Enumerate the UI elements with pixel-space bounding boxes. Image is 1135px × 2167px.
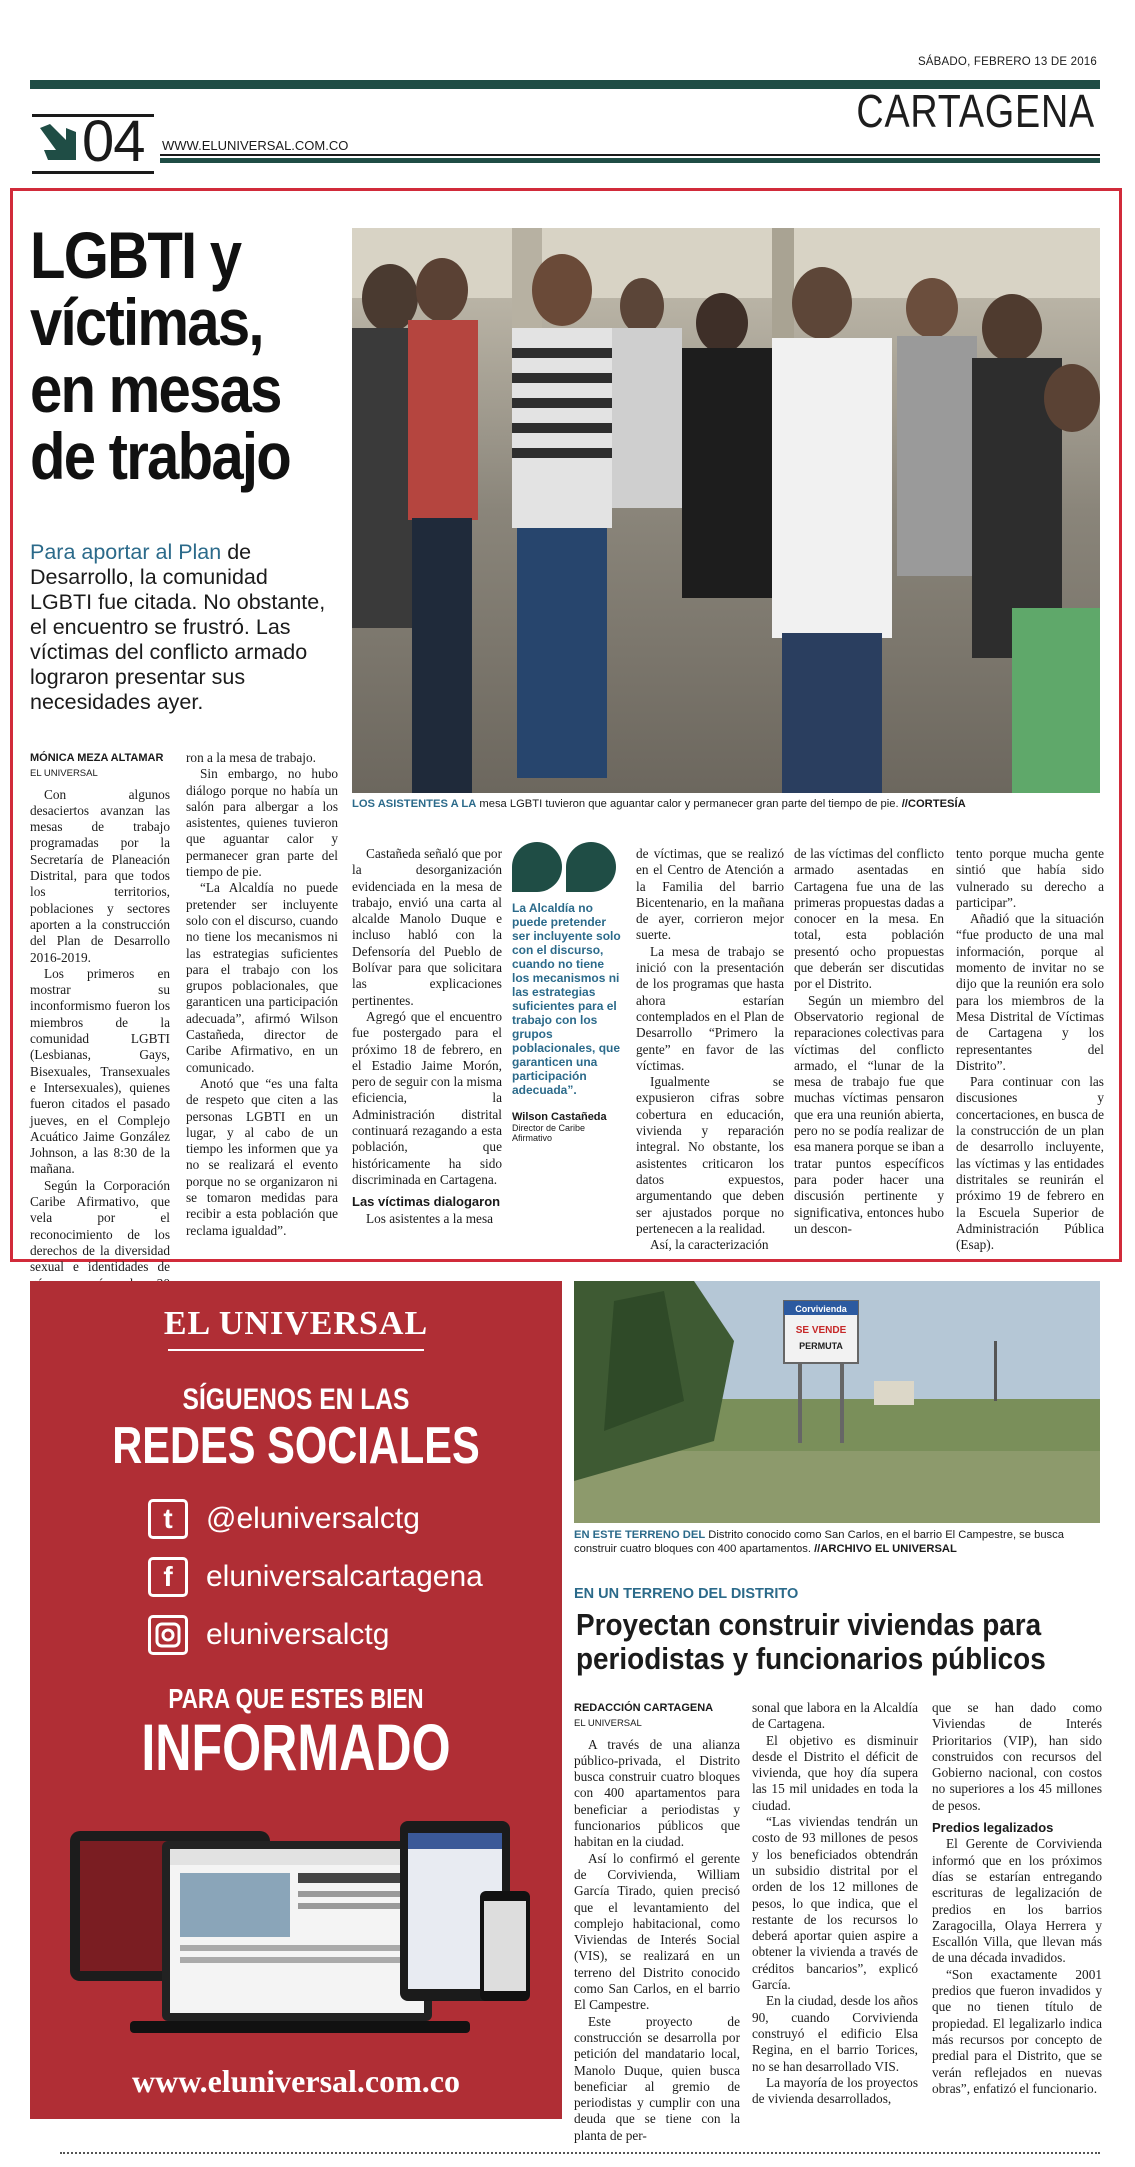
paragraph: Sin embargo, no hubo diálogo porque no había un salón para albergar a los asistentes, quienes tuvieron que aguantar calor y permanecer gran parte del tiempo de pie. — [186, 766, 338, 880]
ad-brand: EL UNIVERSAL — [163, 1305, 429, 1342]
article-column-5 — [636, 846, 784, 1253]
article-deck — [30, 540, 335, 715]
arrow-down-right-icon — [36, 120, 82, 166]
paragraph: “Son exactamente 2001 predios que fueron invadidos y que no tienen título de propiedad. El legalizarlo indica más recursos por concepto de predial para el Distrito, que se verán reflejados en nuevas obras”, enfatizó el funcionario. — [932, 1966, 1102, 2096]
subhead: Las víctimas dialogaron — [352, 1194, 501, 1210]
paragraph: Los asistentes a la mesa — [366, 1210, 494, 1226]
site-url[interactable]: WWW.ELUNIVERSAL.COM.CO — [162, 138, 349, 153]
ad-headline-3: PARA QUE ESTES BIEN — [168, 1683, 424, 1714]
paragraph: Con algunos desaciertos avanzan las mesas de trabajo programadas por la Secretaría de Planeación Distrital, para que todos los territorios, poblaciones y sectores aporten a la construcción del Plan de Desarrollo 2016-2019. — [30, 786, 170, 965]
paragraph: La mesa de trabajo se inició con la presentación de los programas que hasta ahora estarían contemplados en el Plan de Desarrollo “Primero la gente” en favor de las víctimas. — [636, 943, 784, 1073]
article-column-7 — [956, 846, 1104, 1253]
paragraph: Agregó que el encuentro fue postergado para el próximo 18 de febrero, en el Estadio Jaime Morón, pero de seguir con la misma eficiencia, la Administración distrital continuará rezagando a esta población, que históricamente ha sido discriminada en Cartagena. — [352, 1008, 502, 1187]
paragraph: Para continuar con las discusiones y concertaciones, en busca de la construcción de un plan de desarrollo incluyente, las víctimas y las entidades distritales se reunirán el próximo 19 de febrero en la Escuela Superior de Administración Pública (Esap). — [956, 1074, 1104, 1253]
paragraph: de víctimas, que se realizó en el Centro de Atención a la Familia del barrio Bicentenario, en la mañana de ayer, corrieron mejor suerte. — [636, 846, 784, 943]
paragraph: Según la Corporación Caribe Afirmativo, que vela por el reconocimiento de los derechos de la diversidad sexual e identidades de — [30, 1177, 170, 1275]
article2-column-1 — [574, 1700, 740, 2144]
paragraph: “Las viviendas tendrán un costo de 93 millones de pesos y los beneficiados obtendrán un subsidio distrital por el orden de los 12 millones de pesos, lo que indica, que el restante de los recursos lo deberá aportar quien aspire a obtener la vivienda a través de créditos bancarios”, explicó García. — [752, 1814, 918, 1993]
paragraph: El objetivo es disminuir desde el Distrito el déficit de vivienda, que hoy día supera las 15 mil unidades en toda la ciudad. — [752, 1732, 918, 1813]
paragraph: Castañeda señaló que por la desorganización evidenciada en la mesa de trabajo, envió una carta al alcalde Manolo Duque e incluso habló con la Defensoría del Pueblo de Bolívar para que solicitara las explicaciones pertinentes. — [352, 846, 502, 1008]
paragraph: Así lo confirmó el gerente de Corvivienda, William García Tirado, quien precisó que el levantamiento del complejo habitacional, como Viviendas de Interés Social (VIS), se realizará en un terreno del Distrito conocido como San Carlos, en el barrio El Campestre. — [574, 1850, 740, 2013]
caption-credit: //ARCHIVO EL UNIVERSAL — [814, 1543, 957, 1555]
paragraph: sonal que labora en la Alcaldía de Cartagena. — [752, 1700, 918, 1732]
paragraph: Añadió que la situación “fue producto de una mal información, porque al momento de invitar no se dijo que la reunión era solo para los miembros de la Mesa Distrital de Víctimas de Cartagena y los representantes del Distrito”. — [956, 911, 1104, 1073]
paragraph: Anotó que “es una falta de respeto que citen a las personas LGBTI en un lugar, y al cabo de un tiempo les informen que ya no se realizará el evento porque no se organizaron ni se tomaron medidas para recibir a esta población que reclama igualdad”. — [186, 1075, 338, 1238]
paragraph: Este proyecto de construcción se desarrolla por petición del mandatario local, Manolo Duque, quien busca beneficiar al gremio de periodistas y cumplir con una deuda que se tiene con la planta de per- — [574, 2013, 740, 2143]
pull-quote — [512, 842, 624, 1143]
deck-lead: Para aportar al Plan — [30, 540, 222, 564]
twitter-handle-row[interactable] — [148, 1499, 420, 1539]
ad-headline-4: INFORMADO — [141, 1710, 451, 1784]
paragraph: que se han dado como Viviendas de Interés Prioritarios (VIP), han sido construidos con recursos del Gobierno nacional, con costos no superiores a los 45 millones de pesos. — [932, 1700, 1102, 1813]
byline-org: EL UNIVERSAL — [574, 1718, 642, 1730]
paragraph: Los primeros en mostrar su inconformismo fueron los miembros de la comunidad LGBTI (Lesbianas, Gays, Bisexuales, Transexuales e Intersexuales), quienes fueron citados el pasado jueves, en el Complejo Acuático Jaime González Johnson, a las 8:30 de la mañana. — [30, 965, 170, 1177]
deck-text: de Desarrollo, la comunidad LGBTI fue citada. No obstante, el encuentro se frustró. Las víctimas del conflicto armado lograron presentar sus necesidades ayer. — [30, 540, 326, 714]
ad-url[interactable]: www.eluniversal.com.co — [132, 2063, 460, 2099]
twitter-handle: @eluniversalctg — [206, 1502, 420, 1535]
ad-brand-rule — [168, 1349, 424, 1351]
sign-brand: Corvivienda — [795, 1304, 847, 1314]
devices-illustration — [70, 1811, 530, 2041]
article-kicker: EN UN TERRENO DEL DISTRITO — [574, 1586, 799, 1602]
facebook-icon: f — [148, 1557, 188, 1597]
caption-text: mesa LGBTI tuvieron que aguantar calor y permanecer gran parte del tiempo de pie. — [476, 798, 902, 810]
caption-text: Distrito conocido como San Carlos, en el barrio El Campestre, se busca construir cuatro bloques con 400 apartamentos. — [574, 1529, 1064, 1555]
paragraph: En la ciudad, desde los años 90, cuando Corvivienda construyó el edificio Elsa Regina, en el barrio Torices, no se han desarrollado VIS. — [752, 1993, 918, 2074]
paragraph: ron a la mesa de trabajo. — [186, 750, 316, 765]
issue-date: SÁBADO, FEBRERO 13 DE 2016 — [917, 56, 1097, 68]
article-headline-2: Proyectan construir viviendas para periodistas y funcionarios públicos — [576, 1607, 1046, 1676]
article-headline: LGBTI y víctimas, en mesas de trabajo — [30, 218, 290, 493]
paragraph: “La Alcaldía no puede pretender ser incluyente solo con el discurso, cuando no tiene los mecanismos ni las estrategias suficientes para el trabajo con los grupos poblacionales, que garanticen una participación adecuada”, afirmó Wilson Castañeda, director de Caribe Afirmativo, en un comunicado. — [186, 880, 338, 1075]
article2-column-3 — [932, 1700, 1102, 2097]
page-number: 04 — [82, 109, 145, 174]
social-media-ad[interactable] — [30, 1281, 562, 2119]
ad-headline-1: SÍGUENOS EN LAS — [182, 1383, 410, 1416]
paragraph: La mayoría de los proyectos de vivienda desarrollados, — [752, 2074, 918, 2107]
instagram-handle-row[interactable] — [148, 1615, 389, 1655]
paragraph: Así, la caracterización — [650, 1237, 769, 1253]
quote-text: La Alcaldía no puede pretender ser incluyente solo con el discurso, cuando no tiene los mecanismos ni las estrategias suficientes para el trabajo con los grupos poblacionales, que garanticen una participación adecuada”. — [512, 901, 621, 1097]
article-column-1 — [30, 750, 170, 1341]
caption-lead: LOS ASISTENTES A LA — [352, 798, 477, 810]
instagram-handle: eluniversalctg — [206, 1618, 390, 1651]
photo-caption-2 — [574, 1528, 1100, 1556]
article-column-6 — [794, 846, 944, 1237]
paragraph: Según un miembro del Observatorio regional de reparaciones colectivas para víctimas del conflicto armado, el “lunar de la mesa de trabajo fue que muchas víctimas pensaron que era una reunión abierta, pero no se podía realizar de esa manera porque se iban a tratar puntos específicos para poder hacer una discusión pertinente y significativa, entonces hubo un descon- — [794, 992, 944, 1236]
sign-text-swap: PERMUTA — [799, 1341, 843, 1351]
paragraph: de las víctimas del conflicto armado asentadas en Cartagena fue una de las primeras propuestas dadas a conocer en la mesa. En total, esta población presentó ocho propuestas que deberán ser discutidas por el Distrito. — [794, 846, 944, 992]
byline-author: MÓNICA MEZA ALTAMAR — [30, 752, 164, 764]
byline-org: EL UNIVERSAL — [30, 768, 98, 780]
ad-headline-2: REDES SOCIALES — [112, 1417, 480, 1475]
paragraph: El Gerente de Corvivienda informó que en los próximos días se estarían entregando escrituras de legalización de predios en los barrios Zaragocilla, Olaya Herrera y Escallón Villa, que llevan más de una década invadidos. — [932, 1836, 1102, 1966]
article-photo-crowd — [352, 228, 1100, 793]
byline-author: REDACCIÓN CARTAGENA — [574, 1702, 714, 1714]
facebook-handle-row[interactable] — [148, 1557, 483, 1597]
article-column-3 — [352, 846, 502, 1227]
header-rule-green — [160, 158, 1100, 163]
sign-text-sell: SE VENDE — [795, 1325, 847, 1336]
quote-role: Director de Caribe Afirmativo — [512, 1123, 586, 1143]
subhead: Predios legalizados — [932, 1820, 1054, 1836]
header-rule — [160, 154, 1100, 156]
caption-lead: EN ESTE TERRENO DEL — [574, 1529, 706, 1541]
instagram-icon — [148, 1615, 188, 1655]
caption-credit: //CORTESÍA — [901, 798, 966, 810]
article-photo-lot — [574, 1281, 1100, 1523]
article2-column-2 — [752, 1700, 918, 2107]
section-title: CARTAGENA — [856, 85, 1095, 137]
paragraph: tento porque mucha gente sintió que había sido vulnerado su derecho a participar”. — [956, 846, 1104, 910]
page-bottom-dotted-rule — [60, 2152, 1100, 2154]
twitter-icon: t — [148, 1499, 188, 1539]
facebook-handle: eluniversalcartagena — [206, 1560, 483, 1593]
paragraph: A través de una alianza público-privada, el Distrito busca construir cuatro bloques con 400 apartamentos para beneficiar a periodistas y funcionarios públicos que habitan en la ciudad. — [574, 1736, 740, 1850]
photo-caption — [352, 798, 1100, 810]
quote-author: Wilson Castañeda — [512, 1111, 607, 1123]
article-column-2 — [186, 750, 338, 1239]
quote-marks-icon — [512, 842, 616, 892]
paragraph: Igualmente se expusieron cifras sobre cobertura en educación, vivienda y reparación integral. No obstante, los asistentes criticaron los datos expuestos, argumentando que deben ser ajustados porque no pertenecen a la realidad. — [636, 1074, 784, 1236]
